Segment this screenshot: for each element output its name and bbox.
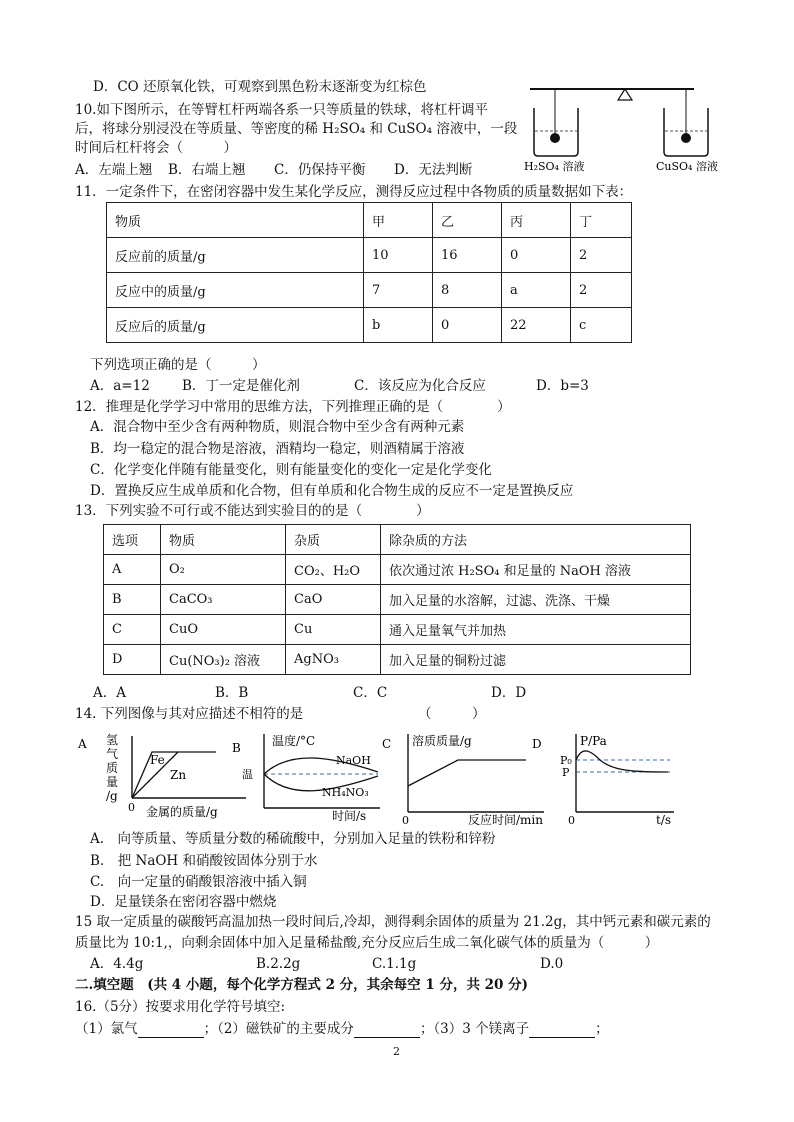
table-cell: 物质 xyxy=(161,525,286,555)
q13-stem: 13．下列实验不可行或不能达到实验目的的是（ ） xyxy=(75,503,430,519)
table-cell: 反应中的质量/g xyxy=(107,273,364,308)
table-cell: 通入足量氧气并加热 xyxy=(381,615,691,645)
graph-a-ylabel-1: 氢 xyxy=(106,733,119,747)
table-row xyxy=(104,615,691,645)
table-cell: 7 xyxy=(364,273,433,308)
q16-stem: 16.（5分）按要求用化学符号填空: xyxy=(75,999,286,1015)
table-cell: 8 xyxy=(433,273,502,308)
q15-options xyxy=(90,955,563,973)
graph-d-xlabel: t/s xyxy=(656,813,672,827)
table-cell: 依次通过浓 H₂SO₄ 和足量的 NaOH 溶液 xyxy=(381,555,691,585)
table-cell: 22 xyxy=(502,308,571,343)
q11-options xyxy=(90,377,589,395)
graph-b xyxy=(230,728,390,824)
q11-option-c[interactable]: C．该反应为化合反应 xyxy=(354,378,486,394)
fulcrum xyxy=(618,89,632,100)
table-header-row xyxy=(107,203,632,238)
graph-a-zn-label: Zn xyxy=(170,768,187,782)
q11-option-b[interactable]: B．丁一定是催化剂 xyxy=(182,378,300,394)
table-cell: O₂ xyxy=(161,555,286,585)
q11-table xyxy=(106,202,632,343)
table-row xyxy=(104,555,691,585)
q10-option-d[interactable]: D．无法判断 xyxy=(394,162,473,178)
table-cell: 反应后的质量/g xyxy=(107,308,364,343)
q14-option-a[interactable]: A. 向等质量、等质量分数的稀硫酸中，分别加入足量的铁粉和锌粉 xyxy=(90,831,496,847)
q12-option-b[interactable]: B．均一稳定的混合物是溶液，酒精均一稳定，则酒精属于溶液 xyxy=(90,441,465,457)
q16-blank-2[interactable] xyxy=(354,1023,420,1038)
q11-option-d[interactable]: D．b=3 xyxy=(536,378,589,394)
table-cell: 除杂质的方法 xyxy=(381,525,691,555)
table-cell: 杂质 xyxy=(286,525,381,555)
table-cell: a xyxy=(502,273,571,308)
graph-d-p0-label: P₀ xyxy=(560,754,572,767)
table-row xyxy=(107,238,632,273)
q14-stem: 14. 下列图像与其对应描述不相符的是 xyxy=(75,706,304,722)
table-cell: A xyxy=(104,555,161,585)
q13-option-b[interactable]: B．B xyxy=(215,685,249,701)
q14-paren: （ ） xyxy=(418,706,486,722)
table-cell: 丁 xyxy=(571,203,632,238)
table-cell: 选项 xyxy=(104,525,161,555)
table-cell: CaO xyxy=(286,585,381,615)
graph-d-origin: 0 xyxy=(568,814,575,827)
left-iron-ball xyxy=(550,133,560,143)
table-cell: 2 xyxy=(571,273,632,308)
q14-option-b[interactable]: B. 把 NaOH 和硝酸铵固体分别于水 xyxy=(90,853,318,869)
table-row xyxy=(104,585,691,615)
q13-table xyxy=(103,524,691,675)
q11-option-a[interactable]: A．a=12 xyxy=(90,378,150,394)
q15-stem-line2: 质量比为 10:1,，向剩余固体中加入足量稀盐酸,充分反应后生成二氧化碳气体的质量为（ ） xyxy=(75,935,659,951)
table-cell: 丙 xyxy=(502,203,571,238)
table-cell: c xyxy=(571,308,632,343)
lever-diagram xyxy=(522,84,728,174)
table-cell: 物质 xyxy=(107,203,364,238)
graph-a xyxy=(74,728,256,820)
graph-d xyxy=(528,728,678,828)
q15-option-c[interactable]: C.1.1g xyxy=(372,956,417,972)
q15-option-b[interactable]: B.2.2g xyxy=(256,956,301,972)
page-number: 2 xyxy=(393,1045,400,1058)
q14-option-c[interactable]: C. 向一定量的硝酸银溶液中插入铜 xyxy=(90,874,307,890)
cuso4-label: CuSO₄ 溶液 xyxy=(656,160,718,173)
graph-b-letter: B xyxy=(232,741,241,755)
table-row xyxy=(104,645,691,675)
table-cell: 16 xyxy=(433,238,502,273)
graph-c xyxy=(378,728,550,828)
left-beaker xyxy=(534,108,578,156)
graph-a-ylabel-5: /g xyxy=(106,789,118,803)
graph-a-ylabel-3: 质 xyxy=(106,761,119,775)
q10-stem-line3: 时间后杠杆将会（ ） xyxy=(75,140,237,156)
table-cell: CuO xyxy=(161,615,286,645)
graph-a-origin: 0 xyxy=(128,801,135,814)
graph-b-naoh-label: NaOH xyxy=(336,754,371,767)
q15-stem-line1: 15 取一定质量的碳酸钙高温加热一段时间后,冷却，测得剩余固体的质量为 21.2g，其中钙元素和碳元素的 xyxy=(75,914,711,930)
q16-part3-label: ；（3）3 个镁离子 xyxy=(419,1021,530,1037)
q12-option-a[interactable]: A．混合物中至少含有两种物质，则混合物中至少含有两种元素 xyxy=(90,419,465,435)
graph-d-curve xyxy=(576,751,668,772)
graph-c-line xyxy=(408,760,526,786)
q13-option-c[interactable]: C．C xyxy=(353,685,388,701)
q13-option-d[interactable]: D．D xyxy=(491,685,527,701)
table-cell: b xyxy=(364,308,433,343)
q16-part1-label: （1）氯气 xyxy=(75,1021,138,1037)
q10-options xyxy=(75,161,472,179)
section-title: 二.填空题 (共 4 小题，每个化学方程式 2 分，其余每空 1 分，共 20 分) xyxy=(75,977,529,993)
graph-a-ylabel-2: 气 xyxy=(106,747,119,761)
graph-a-letter: A xyxy=(78,737,87,751)
q16-part2-label: ；（2）磁铁矿的主要成分 xyxy=(203,1021,354,1037)
q10-option-a[interactable]: A．左端上翘 xyxy=(75,162,153,178)
q16-blank-1[interactable] xyxy=(138,1023,204,1038)
q11-stem: 11．一定条件下，在密闭容器中发生某化学反应，测得反应过程中各物质的质量数据如下表： xyxy=(75,184,633,200)
table-header-row xyxy=(104,525,691,555)
q16-blanks xyxy=(75,1020,609,1038)
q11-ask: 下列选项正确的是（ ） xyxy=(90,357,266,373)
table-cell: 乙 xyxy=(433,203,502,238)
graph-c-letter: C xyxy=(382,737,392,751)
table-cell: 加入足量的水溶解，过滤、洗涤、干燥 xyxy=(381,585,691,615)
table-row xyxy=(107,308,632,343)
table-cell: Cu(NO₃)₂ 溶液 xyxy=(161,645,286,675)
graph-b-xlabel: 时间/s xyxy=(332,809,367,823)
q12-stem: 12．推理是化学学习中常用的思维方法，下列推理正确的是（ ） xyxy=(75,399,511,415)
graph-c-ylabel: 溶质质量/g xyxy=(412,734,472,748)
table-cell: AgNO₃ xyxy=(286,645,381,675)
q12-option-d[interactable]: D．置换反应生成单质和化合物，但有单质和化合物生成的反应不一定是置换反应 xyxy=(90,483,574,499)
table-cell: 2 xyxy=(571,238,632,273)
q10-stem-line1: 10.如下图所示，在等臂杠杆两端各系一只等质量的铁球，将杠杆调平 xyxy=(75,102,488,118)
q10-stem-line2: 后，将球分别浸没在等质量、等密度的稀 H₂SO₄ 和 CuSO₄ 溶液中，一段 xyxy=(75,121,518,137)
graph-c-xlabel: 反应时间/min xyxy=(468,813,543,827)
q10-option-c[interactable]: C．仍保持平衡 xyxy=(274,162,366,178)
table-cell: 反应前的质量/g xyxy=(107,238,364,273)
graph-a-fe-label: Fe xyxy=(150,753,165,767)
q13-options xyxy=(93,684,526,702)
q16-end: ； xyxy=(595,1021,609,1037)
table-cell: CaCO₃ xyxy=(161,585,286,615)
table-cell: D xyxy=(104,645,161,675)
right-iron-ball xyxy=(681,133,691,143)
table-cell: CO₂、H₂O xyxy=(286,555,381,585)
table-cell: 甲 xyxy=(364,203,433,238)
q10-option-b[interactable]: B．右端上翘 xyxy=(168,162,246,178)
q9-option-d: D．CO 还原氧化铁，可观察到黑色粉末逐渐变为红棕色 xyxy=(93,79,427,95)
graph-d-ylabel: P/Pa xyxy=(580,734,607,748)
graph-d-p-label: P xyxy=(562,766,570,779)
table-cell: 加入足量的铜粉过滤 xyxy=(381,645,691,675)
table-cell: C xyxy=(104,615,161,645)
table-row xyxy=(107,273,632,308)
q16-blank-3[interactable] xyxy=(529,1023,595,1038)
q15-option-d[interactable]: D.0 xyxy=(540,956,564,972)
table-cell: 0 xyxy=(502,238,571,273)
graph-a-ylabel-4: 量 xyxy=(106,775,119,789)
table-cell: Cu xyxy=(286,615,381,645)
q14-option-d[interactable]: D．足量镁条在密闭容器中燃烧 xyxy=(90,894,277,910)
q13-option-a[interactable]: A．A xyxy=(93,685,126,701)
table-cell: 10 xyxy=(364,238,433,273)
graph-b-temp-label: 温 xyxy=(242,768,253,781)
graph-a-xlabel: 金属的质量/g xyxy=(146,805,218,819)
graph-d-letter: D xyxy=(532,737,542,751)
table-cell: 0 xyxy=(433,308,502,343)
table-cell: B xyxy=(104,585,161,615)
q12-option-c[interactable]: C．化学变化伴随有能量变化，则有能量变化的变化一定是化学变化 xyxy=(90,462,492,478)
h2so4-label: H₂SO₄ 溶液 xyxy=(524,160,585,173)
q15-option-a[interactable]: A．4.4g xyxy=(90,956,144,972)
graph-c-origin: 0 xyxy=(402,814,409,827)
graph-b-ylabel: 温度/°C xyxy=(272,734,316,748)
graph-b-nh4no3-label: NH₄NO₃ xyxy=(322,786,369,799)
